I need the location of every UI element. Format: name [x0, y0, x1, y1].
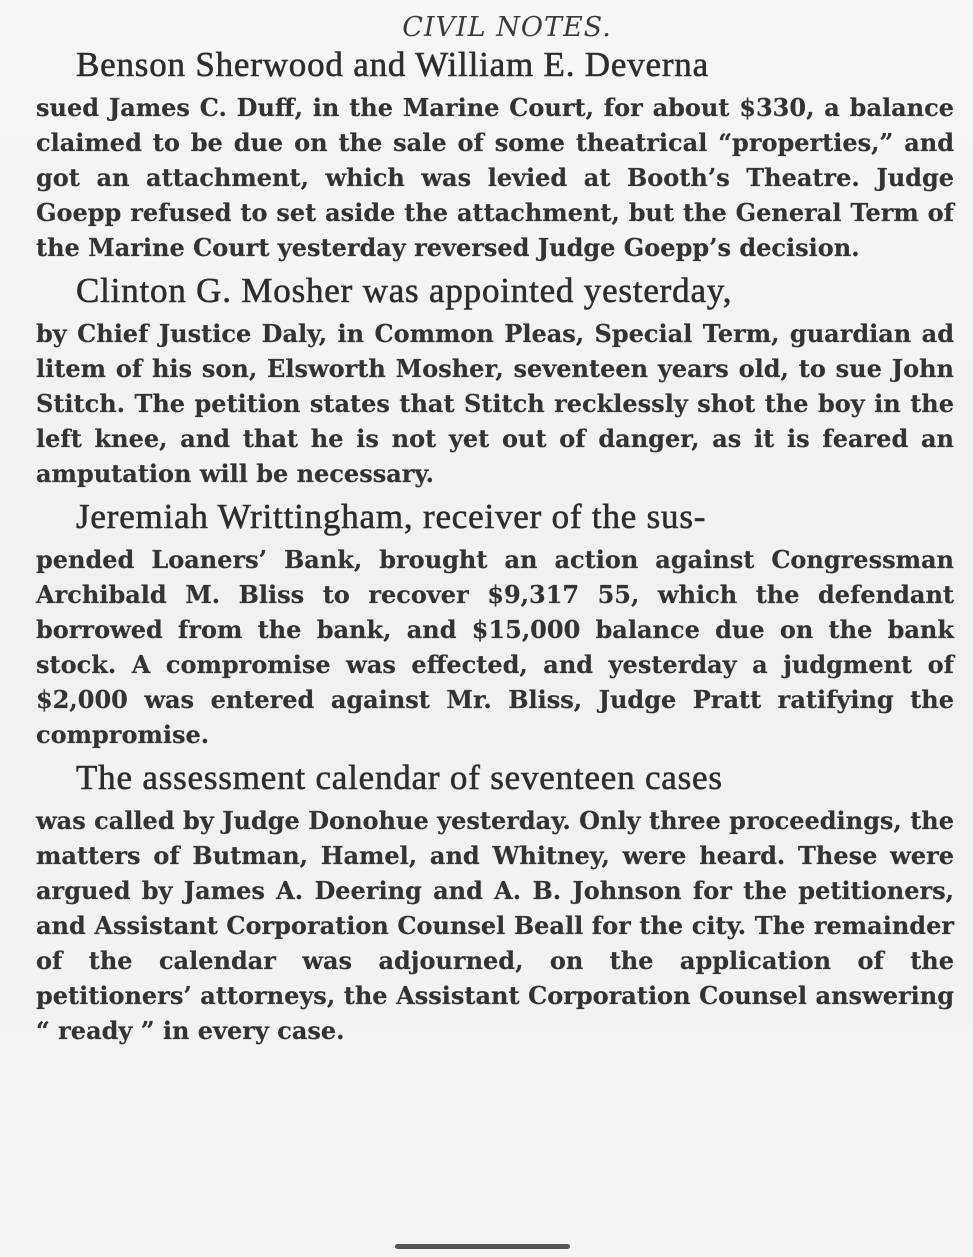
paragraph-3-body: pended Loaners’ Bank, brought an action against Congressman Archibald M. Bliss to recover $9,317 55, which the defendant borrowed from the bank, and $15,000 balance due on the bank stock. A compromise was effected, and yesterday a judgment of $2,000 was entered against Mr. Bliss, Judge Pratt ratifying the compromise.: [36, 545, 954, 749]
paragraph-1: [36, 47, 954, 265]
paragraph-2-body: by Chief Justice Daly, in Common Pleas, Special Term, guardian ad litem of his son, Elsworth Mosher, seventeen years old, to sue John Stitch. The petition states that Stitch recklessly shot the boy in the left knee, and that he is not yet out of danger, as it is feared an amputation will be necessary.: [36, 319, 954, 488]
end-rule: [395, 1244, 570, 1249]
paragraph-3: [36, 499, 954, 752]
paragraph-1-lead: Benson Sherwood and William E. Deverna: [76, 45, 709, 84]
paragraph-4-lead: The assessment calendar of seventeen cases: [76, 758, 723, 797]
paragraph-2: [36, 273, 954, 491]
article-heading: CIVIL NOTES.: [402, 12, 612, 43]
paragraph-3-lead: Jeremiah Writtingham, receiver of the sus-: [76, 497, 707, 536]
paragraph-4-body: was called by Judge Donohue yesterday. Only three proceedings, the matters of Butman, Hamel, and Whitney, were heard. These were argued by James A. Deering and A. B. Johnson for the petitioners, and Assistant Corporation Counsel Beall for the city. The remainder of the calendar was adjourned, on the application of the petitioners’ attorneys, the Assistant Corporation Counsel answering “ ready ” in every case.: [36, 806, 954, 1045]
article-column: [36, 0, 954, 1056]
paragraph-4: [36, 760, 954, 1048]
paragraph-1-body: sued James C. Duff, in the Marine Court, for about $330, a balance claimed to be due on the sale of some theatrical “properties,” and got an attachment, which was levied at Booth’s Theatre. Judge Goepp refused to set aside the attachment, but the General Term of the Marine Court yesterday reversed Judge Goepp’s decision.: [36, 93, 954, 262]
paragraph-2-lead: Clinton G. Mosher was appointed yesterday,: [76, 271, 733, 310]
